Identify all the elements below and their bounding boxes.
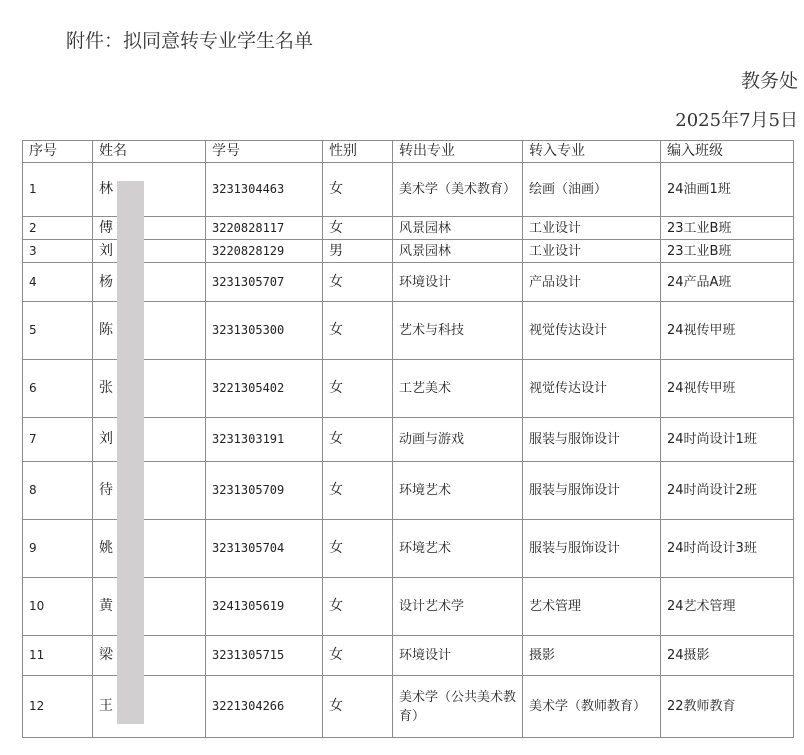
cell-sex: 女 — [323, 302, 393, 360]
cell-name: 张 — [93, 360, 206, 418]
cell-student-id: 3231304463 — [206, 163, 323, 217]
cell-sex: 女 — [323, 360, 393, 418]
cell-student-id: 3231305704 — [206, 520, 323, 578]
cell-index: 1 — [23, 163, 93, 217]
cell-sex: 女 — [323, 462, 393, 520]
cell-student-id: 3221304266 — [206, 676, 323, 738]
cell-to-major: 视觉传达设计 — [523, 360, 661, 418]
cell-student-id: 3221305402 — [206, 360, 323, 418]
cell-sex: 女 — [323, 578, 393, 636]
cell-index: 5 — [23, 302, 93, 360]
document-title: 附件：拟同意转专业学生名单 — [66, 30, 314, 52]
cell-name: 待 — [93, 462, 206, 520]
redaction-mask — [117, 181, 144, 724]
cell-name: 林 — [93, 163, 206, 217]
cell-class: 24摄影 — [661, 636, 794, 676]
cell-to-major: 视觉传达设计 — [523, 302, 661, 360]
cell-name: 刘 — [93, 240, 206, 263]
cell-from-major: 风景园林 — [393, 217, 523, 240]
cell-student-id: 3231303191 — [206, 418, 323, 462]
cell-student-id: 3231305715 — [206, 636, 323, 676]
cell-sex: 女 — [323, 676, 393, 738]
cell-index: 12 — [23, 676, 93, 738]
cell-sex: 女 — [323, 263, 393, 302]
cell-student-id: 3231305709 — [206, 462, 323, 520]
cell-index: 9 — [23, 520, 93, 578]
cell-to-major: 工业设计 — [523, 217, 661, 240]
cell-class: 24时尚设计3班 — [661, 520, 794, 578]
cell-index: 2 — [23, 217, 93, 240]
cell-index: 6 — [23, 360, 93, 418]
cell-to-major: 绘画（油画） — [523, 163, 661, 217]
cell-student-id: 3220828117 — [206, 217, 323, 240]
cell-from-major: 环境艺术 — [393, 462, 523, 520]
cell-index: 11 — [23, 636, 93, 676]
cell-sex: 女 — [323, 217, 393, 240]
cell-sex: 女 — [323, 636, 393, 676]
cell-name: 姚 — [93, 520, 206, 578]
cell-from-major: 美术学（美术教育） — [393, 163, 523, 217]
cell-to-major: 美术学（教师教育） — [523, 676, 661, 738]
cell-to-major: 服装与服饰设计 — [523, 520, 661, 578]
cell-from-major: 美术学（公共美术教育） — [393, 676, 523, 738]
cell-index: 4 — [23, 263, 93, 302]
cell-sex: 女 — [323, 520, 393, 578]
cell-class: 23工业B班 — [661, 217, 794, 240]
cell-from-major: 环境设计 — [393, 636, 523, 676]
cell-to-major: 服装与服饰设计 — [523, 462, 661, 520]
cell-class: 22教师教育 — [661, 676, 794, 738]
cell-student-id: 3241305619 — [206, 578, 323, 636]
cell-to-major: 摄影 — [523, 636, 661, 676]
cell-to-major: 艺术管理 — [523, 578, 661, 636]
column-header-sex: 性别 — [323, 141, 393, 163]
cell-name: 傅 — [93, 217, 206, 240]
cell-student-id: 3231305300 — [206, 302, 323, 360]
cell-class: 24油画1班 — [661, 163, 794, 217]
cell-from-major: 风景园林 — [393, 240, 523, 263]
cell-to-major: 工业设计 — [523, 240, 661, 263]
table-header-row — [23, 141, 794, 163]
cell-index: 10 — [23, 578, 93, 636]
cell-class: 24时尚设计1班 — [661, 418, 794, 462]
cell-class: 24视传甲班 — [661, 360, 794, 418]
cell-name: 王 — [93, 676, 206, 738]
column-header-student-id: 学号 — [206, 141, 323, 163]
column-header-from-major: 转出专业 — [393, 141, 523, 163]
column-header-class: 编入班级 — [661, 141, 794, 163]
column-header-to-major: 转入专业 — [523, 141, 661, 163]
cell-to-major: 产品设计 — [523, 263, 661, 302]
cell-from-major: 环境设计 — [393, 263, 523, 302]
cell-index: 3 — [23, 240, 93, 263]
cell-from-major: 环境艺术 — [393, 520, 523, 578]
cell-sex: 女 — [323, 418, 393, 462]
cell-from-major: 动画与游戏 — [393, 418, 523, 462]
cell-class: 24艺术管理 — [661, 578, 794, 636]
cell-student-id: 3231305707 — [206, 263, 323, 302]
column-header-name: 姓名 — [93, 141, 206, 163]
cell-class: 24视传甲班 — [661, 302, 794, 360]
cell-class: 24产品A班 — [661, 263, 794, 302]
cell-class: 24时尚设计2班 — [661, 462, 794, 520]
issuing-department: 教务处 — [740, 70, 798, 92]
cell-name: 刘 — [93, 418, 206, 462]
cell-index: 8 — [23, 462, 93, 520]
cell-name: 陈 — [93, 302, 206, 360]
cell-sex: 女 — [323, 163, 393, 217]
cell-from-major: 工艺美术 — [393, 360, 523, 418]
cell-to-major: 服装与服饰设计 — [523, 418, 661, 462]
cell-class: 23工业B班 — [661, 240, 794, 263]
cell-sex: 男 — [323, 240, 393, 263]
cell-name: 黄 — [93, 578, 206, 636]
cell-from-major: 艺术与科技 — [393, 302, 523, 360]
cell-student-id: 3220828129 — [206, 240, 323, 263]
cell-from-major: 设计艺术学 — [393, 578, 523, 636]
cell-index: 7 — [23, 418, 93, 462]
cell-name: 杨 — [93, 263, 206, 302]
document-date: 2025年7月5日 — [675, 110, 798, 131]
column-header-index: 序号 — [23, 141, 93, 163]
cell-name: 梁 — [93, 636, 206, 676]
